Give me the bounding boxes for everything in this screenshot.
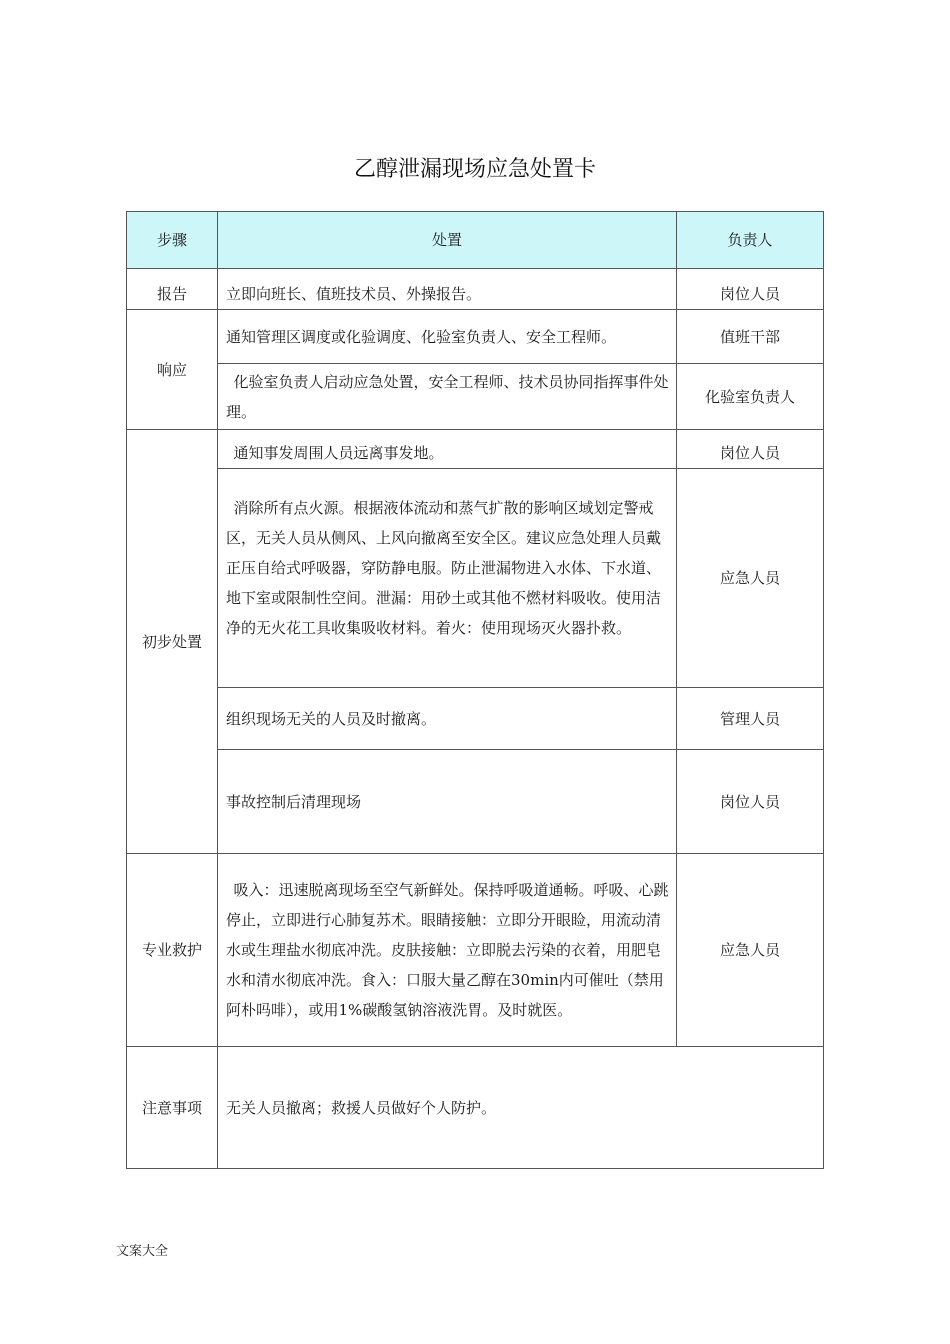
action-rescue: 吸入：迅速脱离现场至空气新鲜处。保持呼吸道通畅。呼吸、心跳停止，立即进行心肺复苏术。眼睛接触：立即分开眼睑，用流动清水或生理盐水彻底冲洗。皮肤接触：立即脱去污染的衣着，用肥皂水和清水彻底冲洗。食入：口服大量乙醇在30min内可催吐（禁用阿朴吗啡），或用1%碳酸氢钠溶液洗胃。及时就医。 (218, 854, 677, 1047)
action-notes: 无关人员撤离；救援人员做好个人防护。 (218, 1047, 824, 1169)
step-notes: 注意事项 (127, 1047, 218, 1169)
step-rescue: 专业救护 (127, 854, 218, 1047)
owner-initial-1: 岗位人员 (677, 430, 824, 469)
owner-initial-3: 管理人员 (677, 688, 824, 750)
row-initial-3 (127, 688, 824, 750)
owner-response-2: 化验室负责人 (677, 364, 824, 430)
emergency-card-table (126, 211, 824, 1169)
row-notes (127, 1047, 824, 1169)
action-response-2: 化验室负责人启动应急处置，安全工程师、技术员协同指挥事件处理。 (218, 364, 677, 430)
row-rescue (127, 854, 824, 1047)
row-response-1 (127, 310, 824, 364)
step-initial: 初步处置 (127, 430, 218, 854)
owner-response-1: 值班干部 (677, 310, 824, 364)
page-title: 乙醇泄漏现场应急处置卡 (353, 157, 596, 182)
header-owner: 负责人 (677, 212, 824, 269)
row-report (127, 269, 824, 310)
owner-rescue: 应急人员 (677, 854, 824, 1047)
row-initial-1 (127, 430, 824, 469)
owner-initial-2: 应急人员 (677, 469, 824, 688)
row-response-2 (127, 364, 824, 430)
header-action: 处置 (218, 212, 677, 269)
action-initial-1: 通知事发周围人员远离事发地。 (218, 430, 677, 469)
action-initial-4: 事故控制后清理现场 (218, 750, 677, 854)
action-report: 立即向班长、值班技术员、外操报告。 (218, 269, 677, 310)
row-initial-4 (127, 750, 824, 854)
owner-report: 岗位人员 (677, 269, 824, 310)
step-report: 报告 (127, 269, 218, 310)
action-initial-3: 组织现场无关的人员及时撤离。 (218, 688, 677, 750)
header-step: 步骤 (127, 212, 218, 269)
row-initial-2 (127, 469, 824, 688)
action-response-1: 通知管理区调度或化验调度、化验室负责人、安全工程师。 (218, 310, 677, 364)
owner-initial-4: 岗位人员 (677, 750, 824, 854)
table-header-row (127, 212, 824, 269)
step-response: 响应 (127, 310, 218, 430)
footer-text: 文案大全 (116, 1244, 169, 1259)
action-initial-2: 消除所有点火源。根据液体流动和蒸气扩散的影响区域划定警戒区，无关人员从侧风、上风向撤离至安全区。建议应急处理人员戴正压自给式呼吸器，穿防静电服。防止泄漏物进入水体、下水道、地下室或限制性空间。泄漏：用砂土或其他不燃材料吸收。使用洁净的无火花工具收集吸收材料。着火：使用现场灭火器扑救。 (218, 469, 677, 688)
